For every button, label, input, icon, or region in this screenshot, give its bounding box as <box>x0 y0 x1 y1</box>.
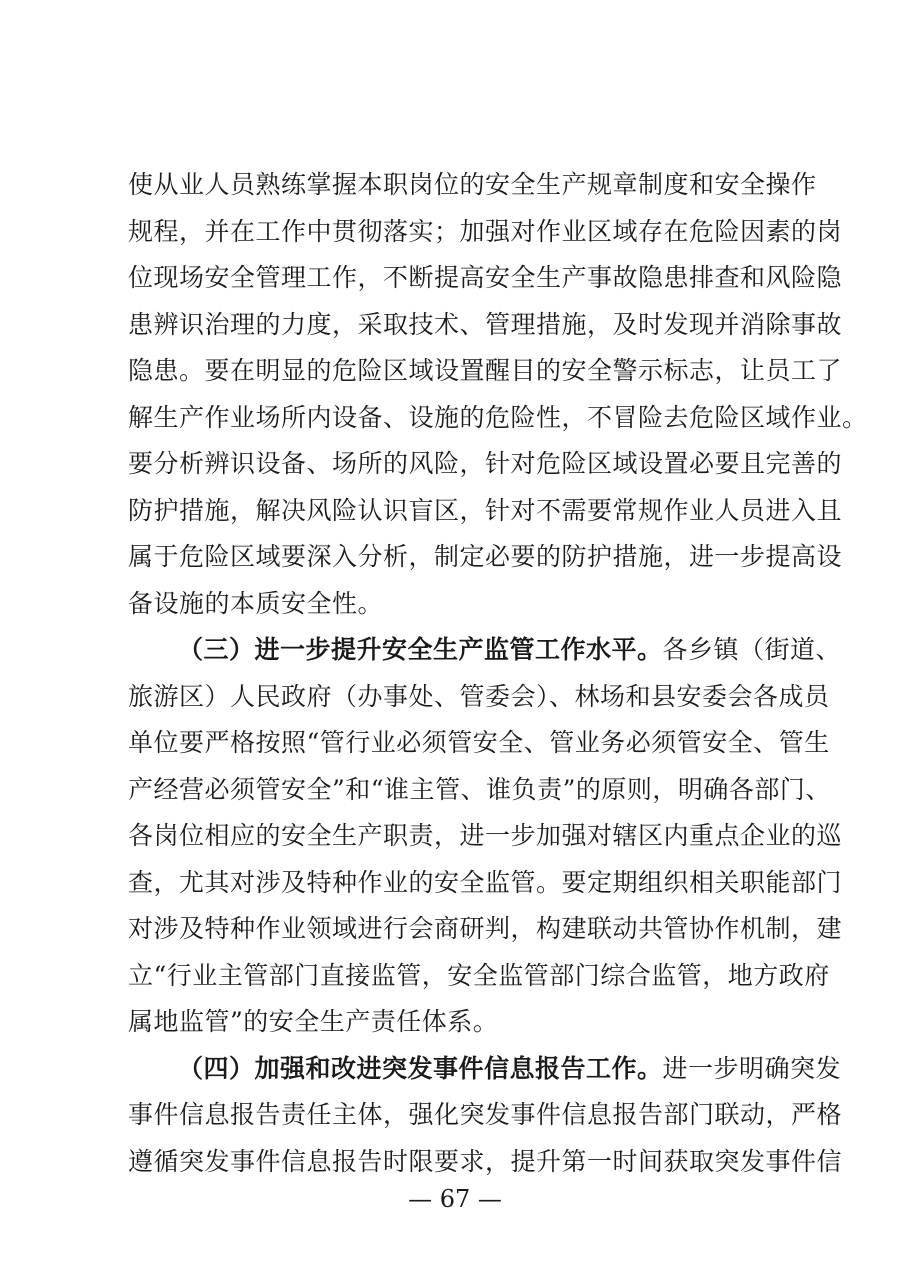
text-line: 遵循突发事件信息报告时限要求，提升第一时间获取突发事件信 <box>128 1146 843 1176</box>
text-line: 隐患。要在明显的危险区域设置醒目的安全警示标志，让员工了 <box>128 356 843 385</box>
text-line: 旅游区）人民政府（办事处、管委会）、林场和县安委会各成员 <box>128 681 830 711</box>
text-line: 产经营必须管安全”和“谁主管、谁负责”的原则，明确各部门、 <box>128 774 831 804</box>
page-number: — 67 — <box>408 1185 502 1213</box>
text-line: 属于危险区域要深入分析，制定必要的防护措施，进一步提高设 <box>128 542 843 571</box>
body-text <box>128 162 868 1185</box>
text-line <box>128 1046 842 1093</box>
text-run: 各乡镇（街道、 <box>662 635 842 664</box>
text-line: 事件信息报告责任主体，强化突发事件信息报告部门联动，严格 <box>128 1100 843 1129</box>
text-line: 使从业人员熟练掌握本职岗位的安全生产规章制度和安全操作 <box>128 170 817 199</box>
section-heading: （三）进一步提升安全生产监管工作水平。 <box>178 635 663 664</box>
text-line: 防护措施，解决风险认识盲区，针对不需要常规作业人员进入且 <box>128 495 843 525</box>
section-heading: （四）加强和改进突发事件信息报告工作。 <box>178 1053 663 1083</box>
text-line: 规程，并在工作中贯彻落实；加强对作业区域存在危险因素的岗 <box>128 216 843 246</box>
text-line: 各岗位相应的安全生产职责，进一步加强对辖区内重点企业的巡 <box>128 821 843 850</box>
text-line: 备设施的本质安全性。 <box>128 588 384 618</box>
text-line <box>128 627 842 674</box>
text-line: 患辨识治理的力度，采取技术、管理措施，及时发现并消除事故 <box>128 309 843 339</box>
text-line: 对涉及特种作业领域进行会商研判，构建联动共管协作机制，建 <box>128 914 843 943</box>
text-line: 属地监管”的安全生产责任体系。 <box>128 1007 499 1036</box>
paragraph-section-4 <box>128 1046 843 1186</box>
paragraph-section-3 <box>128 627 843 1046</box>
text-line: 要分析辨识设备、场所的风险，针对危险区域设置必要且完善的 <box>128 449 843 478</box>
text-line: 查，尤其对涉及特种作业的安全监管。要定期组织相关职能部门 <box>128 867 843 897</box>
text-line: 单位要严格按照“管行业必须管安全、管业务必须管安全、管生 <box>128 728 830 757</box>
text-line: 解生产作业场所内设备、设施的危险性，不冒险去危险区域作业。 <box>128 402 868 432</box>
paragraph-continuation <box>128 162 868 627</box>
text-line: 位现场安全管理工作，不断提高安全生产事故隐患排查和风险隐 <box>128 263 843 292</box>
text-line: 立“行业主管部门直接监管，安全监管部门综合监管，地方政府 <box>128 960 830 990</box>
text-run: 进一步明确突发 <box>662 1053 842 1083</box>
